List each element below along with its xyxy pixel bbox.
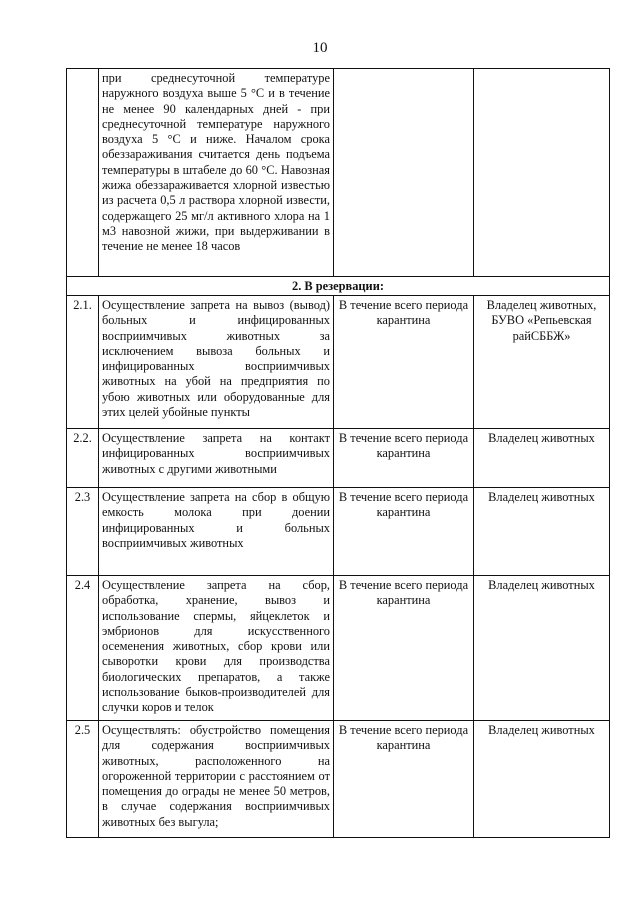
term-cell — [334, 69, 474, 277]
responsible-cell: Владелец животных — [474, 429, 610, 488]
row-number: 2.4 — [67, 576, 99, 721]
section-title: 2. В резервации: — [67, 277, 610, 296]
responsible-cell: Владелец животных, БУВО «Репьевская райСББЖ» — [474, 296, 610, 429]
measure-text: Осуществление запрета на контакт инфицированных восприимчивых животных с другими животными — [99, 429, 334, 488]
term-cell: В течение всего периода карантина — [334, 576, 474, 721]
term-cell: В течение всего периода карантина — [334, 429, 474, 488]
table-row — [67, 721, 610, 838]
row-number: 2.1. — [67, 296, 99, 429]
measure-text: Осуществление запрета на сбор, обработка, хранение, вывоз и использование спермы, яйцеклеток и эмбрионов для искусственного осеменения животных, сбор крови или сыворотки крови для производства биологических препаратов, а также использование быков-производителей для случки коров и телок — [99, 576, 334, 721]
table-row — [67, 296, 610, 429]
table-row — [67, 488, 610, 576]
measure-text: Осуществление запрета на вывоз (вывод) больных и инфицированных восприимчивых животных за исключением вывоза больных и инфицированных восприимчивых животных на убой на предприятия по убою животных или оборудованные для этих целей убойные пункты — [99, 296, 334, 429]
row-number-cell — [67, 69, 99, 277]
term-cell: В течение всего периода карантина — [334, 721, 474, 838]
table-row — [67, 429, 610, 488]
measure-text: Осуществлять: обустройство помещения для содержания восприимчивых животных, расположенного на огороженной территории с расстоянием от помещения до ограды не менее 50 метров, в случае содержания восприимчивых животных без выгула; — [99, 721, 334, 838]
table-row — [67, 576, 610, 721]
row-number: 2.3 — [67, 488, 99, 576]
term-cell: В течение всего периода карантина — [334, 296, 474, 429]
responsible-cell — [474, 69, 610, 277]
section-header-row — [67, 277, 610, 296]
measures-table — [66, 68, 610, 838]
table-row — [67, 69, 610, 277]
measure-text: при среднесуточной температуре наружного воздуха выше 5 °С и в течение не менее 90 календарных дней - при среднесуточной температуре наружного воздуха 5 °С и ниже. Началом срока обеззараживания считается день подъема температуры в штабеле до 60 °С. Навозная жижа обеззараживается хлорной известью из расчета 0,5 л раствора хлорной извести, содержащего 25 мг/л активного хлора на 1 м3 навозной жижи, при выдерживании в течение не менее 18 часов — [99, 69, 334, 277]
responsible-cell: Владелец животных — [474, 576, 610, 721]
responsible-cell: Владелец животных — [474, 721, 610, 838]
term-cell: В течение всего периода карантина — [334, 488, 474, 576]
responsible-cell: Владелец животных — [474, 488, 610, 576]
row-number: 2.5 — [67, 721, 99, 838]
page-number: 10 — [312, 40, 328, 56]
row-number: 2.2. — [67, 429, 99, 488]
measure-text: Осуществление запрета на сбор в общую емкость молока при доении инфицированных и больных восприимчивых животных — [99, 488, 334, 576]
